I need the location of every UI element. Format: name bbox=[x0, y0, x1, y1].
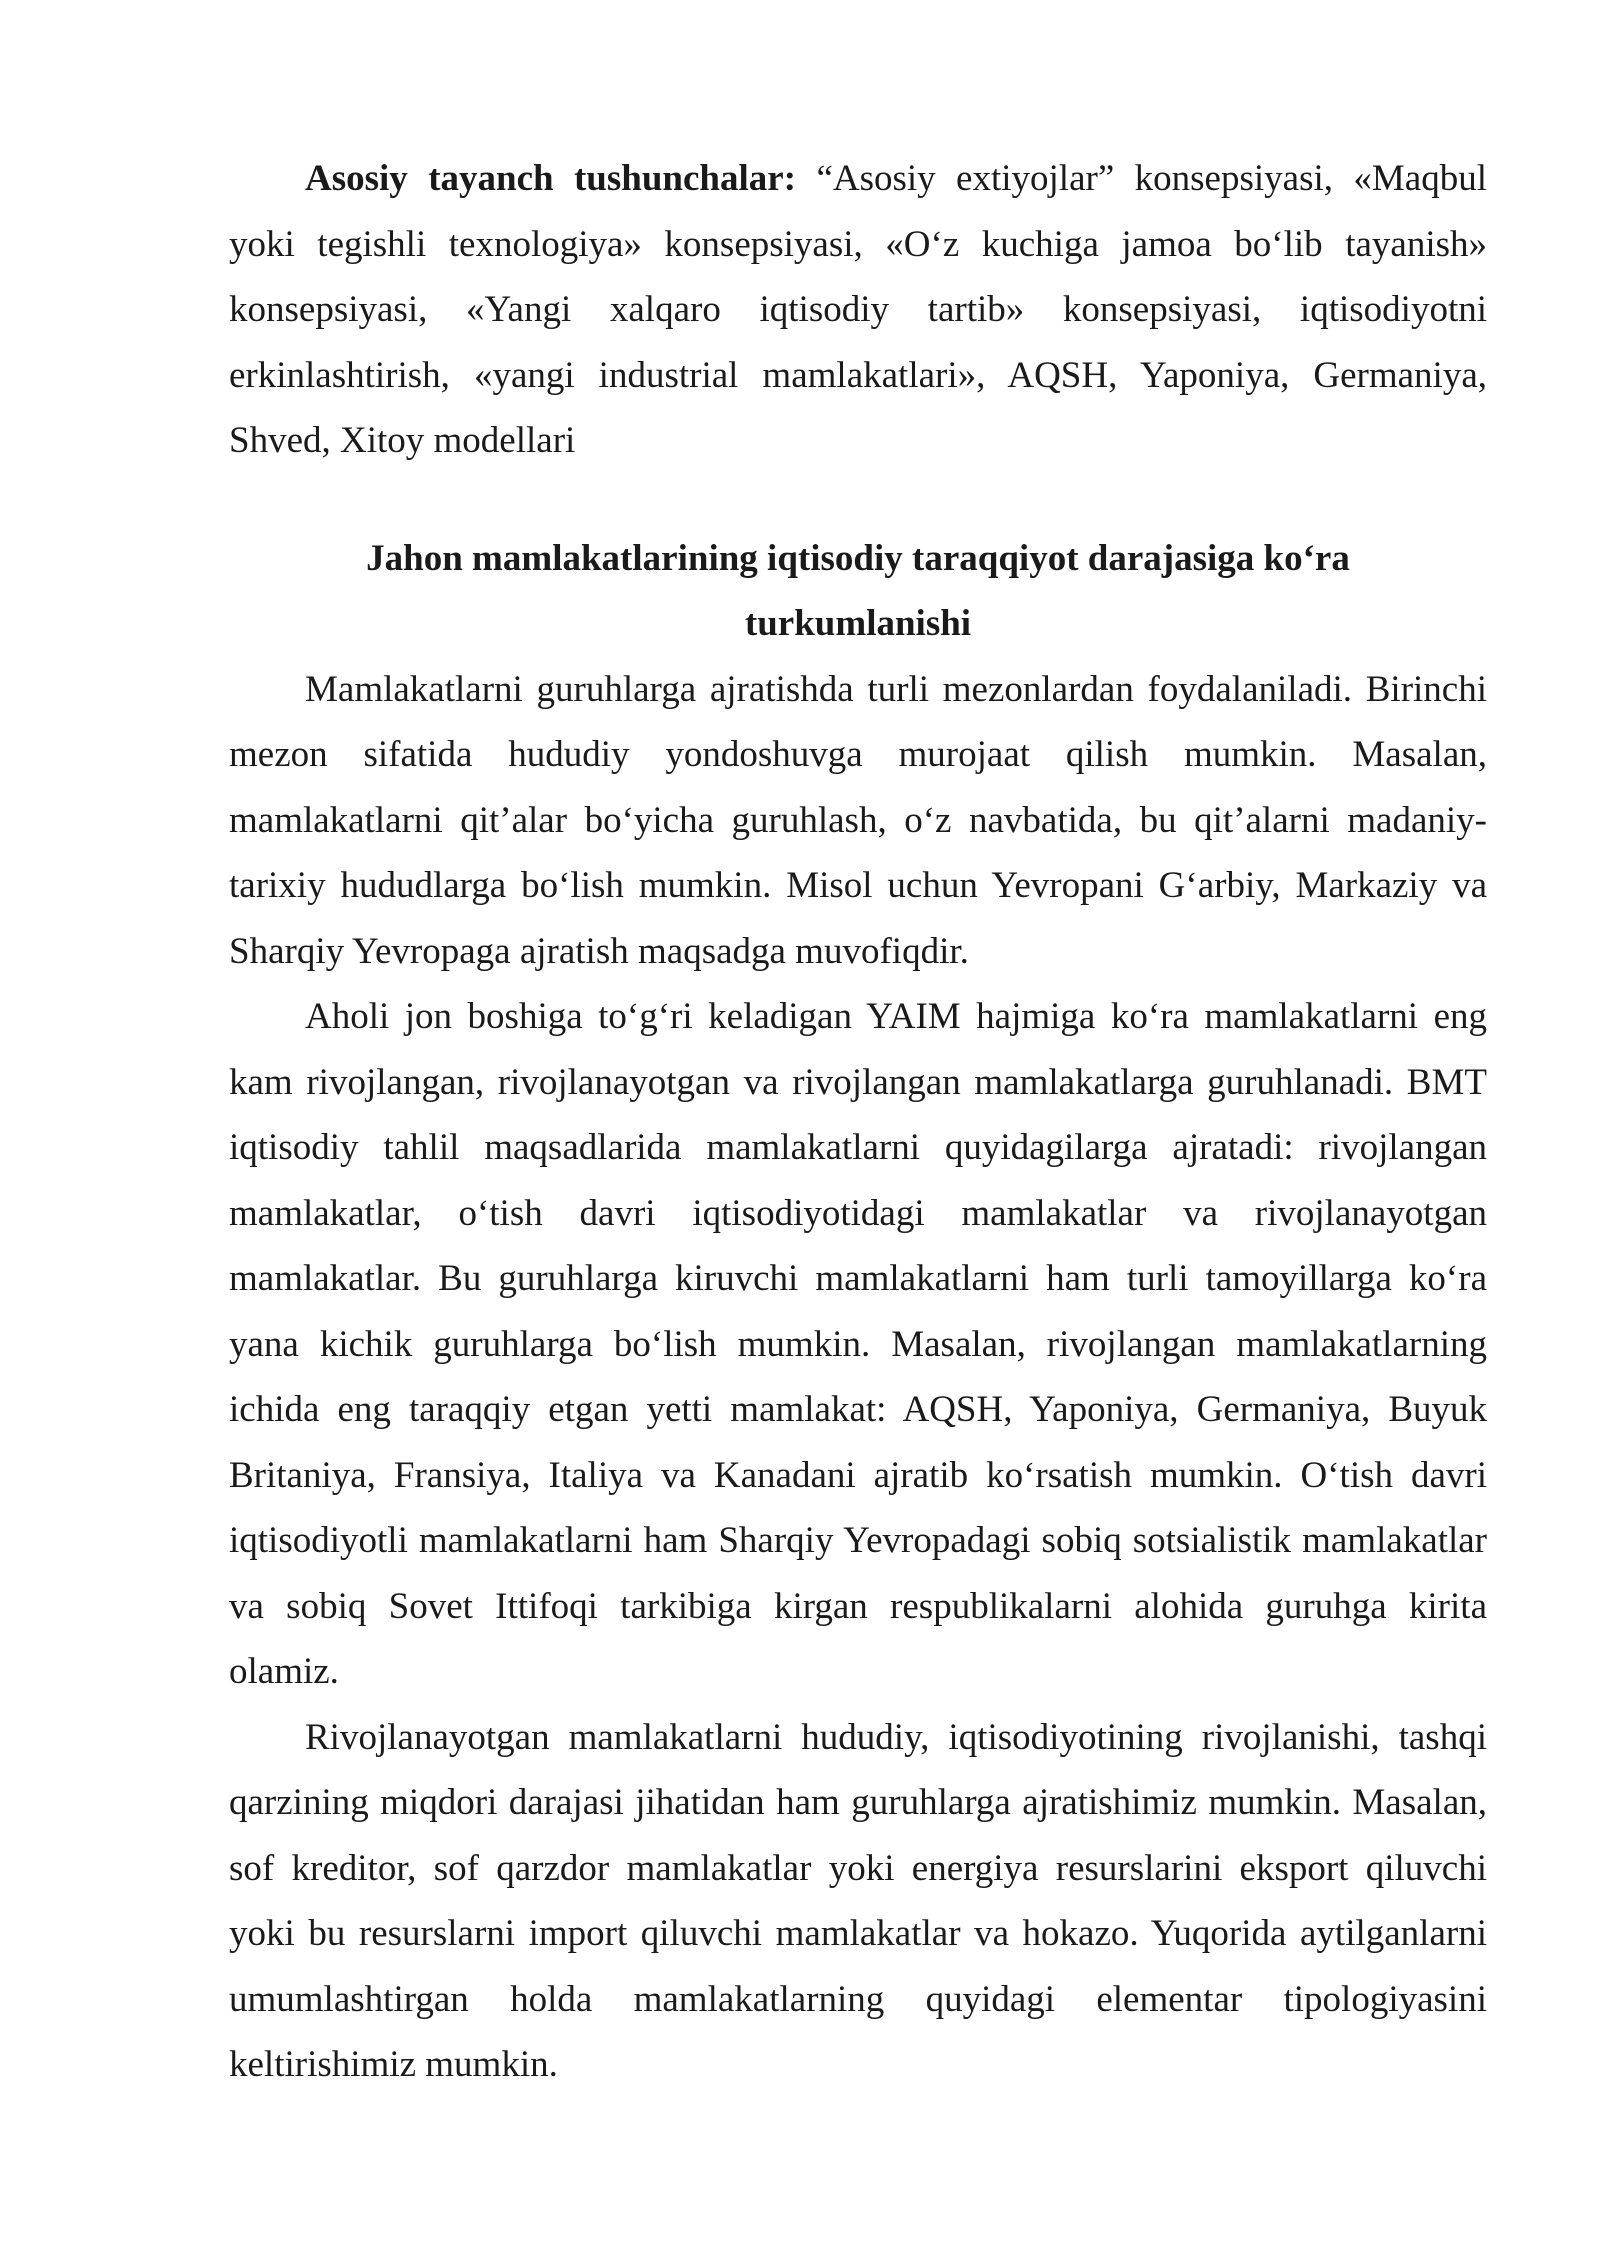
body-paragraph-3: Rivojlanayotgan mamlakatlarni hududiy, iqtisodiyotining rivojlanishi, tashqi qarzining miqdori darajasi jihatidan ham guruhlarga ajratishimiz mumkin. Masalan, sof kreditor, sof qarzdor mamlakatlar yoki energiya resurslarini eksport qiluvchi yoki bu resurslarni import qiluvchi mamlakatlar va hokazo. Yuqorida aytilganlarni umumlashtirgan holda mamlakatlarning quyidagi elementar tipologiyasini keltirishimiz mumkin. bbox=[229, 1716, 1487, 2085]
section-heading bbox=[229, 526, 1487, 657]
key-concepts-text: “Asosiy extiyojlar” konsepsiyasi, «Maqbul yoki tegishli texnologiya» konsepsiyasi, «O‘z kuchiga jamoa bo‘lib tayanish» konsepsiyasi, «Yangi xalqaro iqtisodiy tartib» konsepsiyasi, iqtisodiyotni erkinlashtirish, «yangi industrial mamlakatlari», AQSH, Yaponiya, Germaniya, Shved, Xitoy modellari bbox=[229, 158, 1487, 461]
section-heading-line-2: turkumlanishi bbox=[744, 603, 972, 644]
section-heading-line-1: Jahon mamlakatlarining iqtisodiy taraqqiyot darajasiga ko‘ra bbox=[366, 537, 1350, 579]
body-paragraph-1: Mamlakatlarni guruhlarga ajratishda turli mezonlardan foydalaniladi. Birinchi mezon sifatida hududiy yondoshuvga murojaat qilish mumkin. Masalan, mamlakatlarni qit’alar bo‘yicha guruhlash, o‘z navbatida, bu qit’alarni madaniy-tarixiy hududlarga bo‘lish mumkin. Misol uchun Yevropani G‘arbiy, Markaziy va Sharqiy Yevropaga ajratish maqsadga muvofiqdir. bbox=[229, 668, 1487, 972]
document-page bbox=[229, 146, 1487, 2098]
key-concepts-label: Asosiy tayanch tushunchalar: bbox=[305, 158, 797, 199]
key-concepts-paragraph bbox=[229, 146, 1487, 474]
body-paragraph-2: Aholi jon boshiga to‘g‘ri keladigan YAIM hajmiga ko‘ra mamlakatlarni eng kam rivojlangan, rivojlanayotgan va rivojlangan mamlakatlarga guruhlanadi. BMT iqtisodiy tahlil maqsadlarida mamlakatlarni quyidagilarga ajratadi: rivojlangan mamlakatlar, o‘tish davri iqtisodiyotidagi mamlakatlar va rivojlanayotgan mamlakatlar. Bu guruhlarga kiruvchi mamlakatlarni ham turli tamoyillarga ko‘ra yana kichik guruhlarga bo‘lish mumkin. Masalan, rivojlangan mamlakatlarning ichida eng taraqqiy etgan yetti mamlakat: AQSH, Yaponiya, Germaniya, Buyuk Britaniya, Fransiya, Italiya va Kanadani ajratib ko‘rsatish mumkin. O‘tish davri iqtisodiyotli mamlakatlarni ham Sharqiy Yevropadagi sobiq sotsialistik mamlakatlar va sobiq Sovet Ittifoqi tarkibiga kirgan respublikalarni alohida guruhga kirita olamiz. bbox=[229, 996, 1487, 1692]
